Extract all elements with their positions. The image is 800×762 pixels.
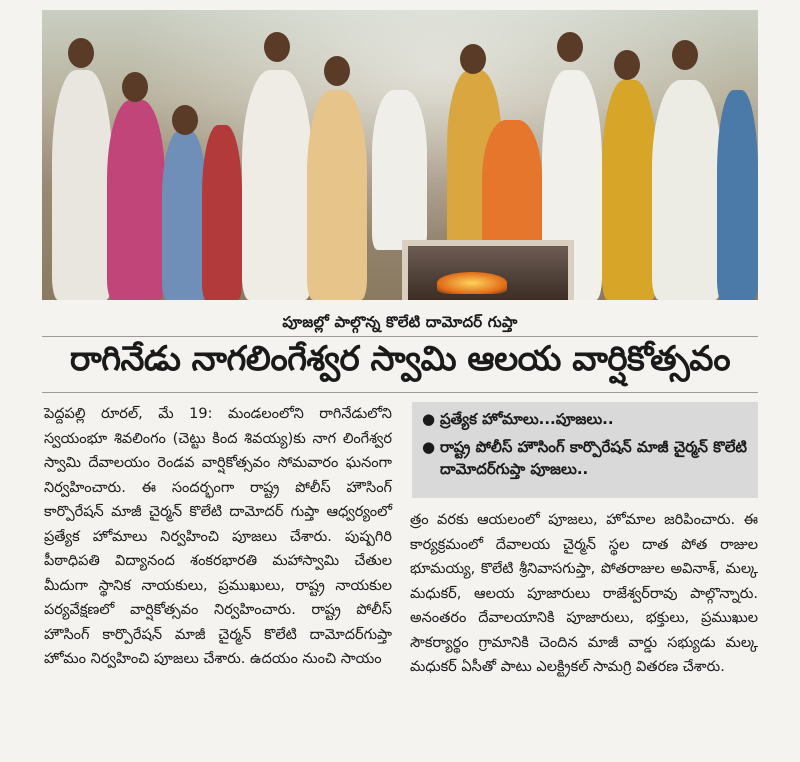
person-figure xyxy=(202,125,242,300)
person-figure xyxy=(242,70,312,300)
person-head xyxy=(460,44,486,74)
person-figure xyxy=(52,70,112,300)
person-head xyxy=(264,32,290,62)
highlights-box xyxy=(412,402,758,498)
person-head xyxy=(557,32,583,62)
article-column-left xyxy=(44,402,392,672)
bullet-icon: ● xyxy=(422,438,436,456)
article-paragraph: త్రం వరకు ఆయలంలో పూజలు, హోమాల జరిపించారు. ఈ కార్యక్రమంలో దేవాలయ చైర్మన్ స్థల దాత పోత రాజుల భూమయ్య, కొలేటి శ్రీనివాసగుప్తా, పోతరాజుల అవినాశ్, మల్క మధుకర్, ఆలయ పూజారులు రాజేశ్వర్‌రావు పాల్గొన్నారు. అనంతరం దేవాలయానికి పూజారులు, భక్తులు, ప్రముఖుల సౌకర్యార్థం గ్రామానికి చెందిన మాజీ వార్డు సభ్యుడు మల్క మధుకర్ ఏసీతో పాటు ఎలక్ట్రికల్ సామగ్రి వితరణ చేశారు. xyxy=(410,512,758,675)
highlight-item xyxy=(418,436,752,480)
person-head xyxy=(672,40,698,70)
bullet-icon: ● xyxy=(422,410,436,428)
headline-divider xyxy=(42,392,758,393)
article-column-right xyxy=(410,508,758,680)
highlight-text: ప్రత్యేక హోమాలు...పూజలు.. xyxy=(440,410,614,428)
person-figure xyxy=(652,80,722,300)
highlight-item xyxy=(418,408,752,430)
highlight-text: రాష్ట్ర పోలీస్ హౌసింగ్ కార్పొరేషన్ మాజీ చైర్మన్ కొలేటి దామోదర్‌గుప్తా పూజలు.. xyxy=(440,438,747,478)
person-figure xyxy=(162,130,207,300)
person-figure xyxy=(602,80,657,300)
person-head xyxy=(172,105,198,135)
person-figure xyxy=(717,90,758,300)
person-head xyxy=(68,38,94,68)
person-head xyxy=(614,50,640,80)
person-head xyxy=(122,72,148,102)
photo-caption: పూజల్లో పాల్గొన్న కొలేటి దామోదర్ గుప్తా xyxy=(282,313,518,331)
person-figure xyxy=(372,90,427,250)
article-paragraph: పెద్దపల్లి రూరల్, మే 19: మండలంలోని రాగినేడులోని స్వయంభూ శివలింగం (చెట్టు కింద శివయ్య)కు నాగ లింగేశ్వర స్వామి దేవాలయం రెండవ వార్షికోత్సవం సోమవారం ఘనంగా నిర్వహించారు. ఈ సందర్భంగా రాష్ట్ర పోలీస్ హౌసింగ్ కార్పొరేషన్ మాజీ చైర్మన్ కొలేటి దామోదర్ గుప్తా ఆధ్వర్యంలో ప్రత్యేక హోమాలు నిర్వహించి పూజలు చేశారు. పుష్పగిరి పీఠాధిపతి విద్యానంద శంకరభారతి మహాస్వామి చేతుల మీదుగా స్థానిక నాయకులు, ప్రముఖులు, రాష్ట్ర నాయకుల పర్యవేక్షణలో వార్షికోత్సవం నిర్వహించారు. రాష్ట్ర పోలీస్ హౌసింగ్ కార్పొరేషన్ మాజీ చైర్మన్ కొలేటి దామోదర్‌గుప్తా హోమం నిర్వహించి పూజలు చేశారు. ఉదయం నుంచి సాయం xyxy=(44,406,392,667)
fire-flame xyxy=(437,272,507,294)
person-figure xyxy=(307,90,367,300)
headline: రాగినేడు నాగలింగేశ్వర స్వామి ఆలయ వార్షికోత్సవం xyxy=(69,339,731,379)
caption-divider xyxy=(42,336,758,337)
person-head xyxy=(324,56,350,86)
news-photo xyxy=(42,10,758,300)
person-figure xyxy=(107,100,165,300)
